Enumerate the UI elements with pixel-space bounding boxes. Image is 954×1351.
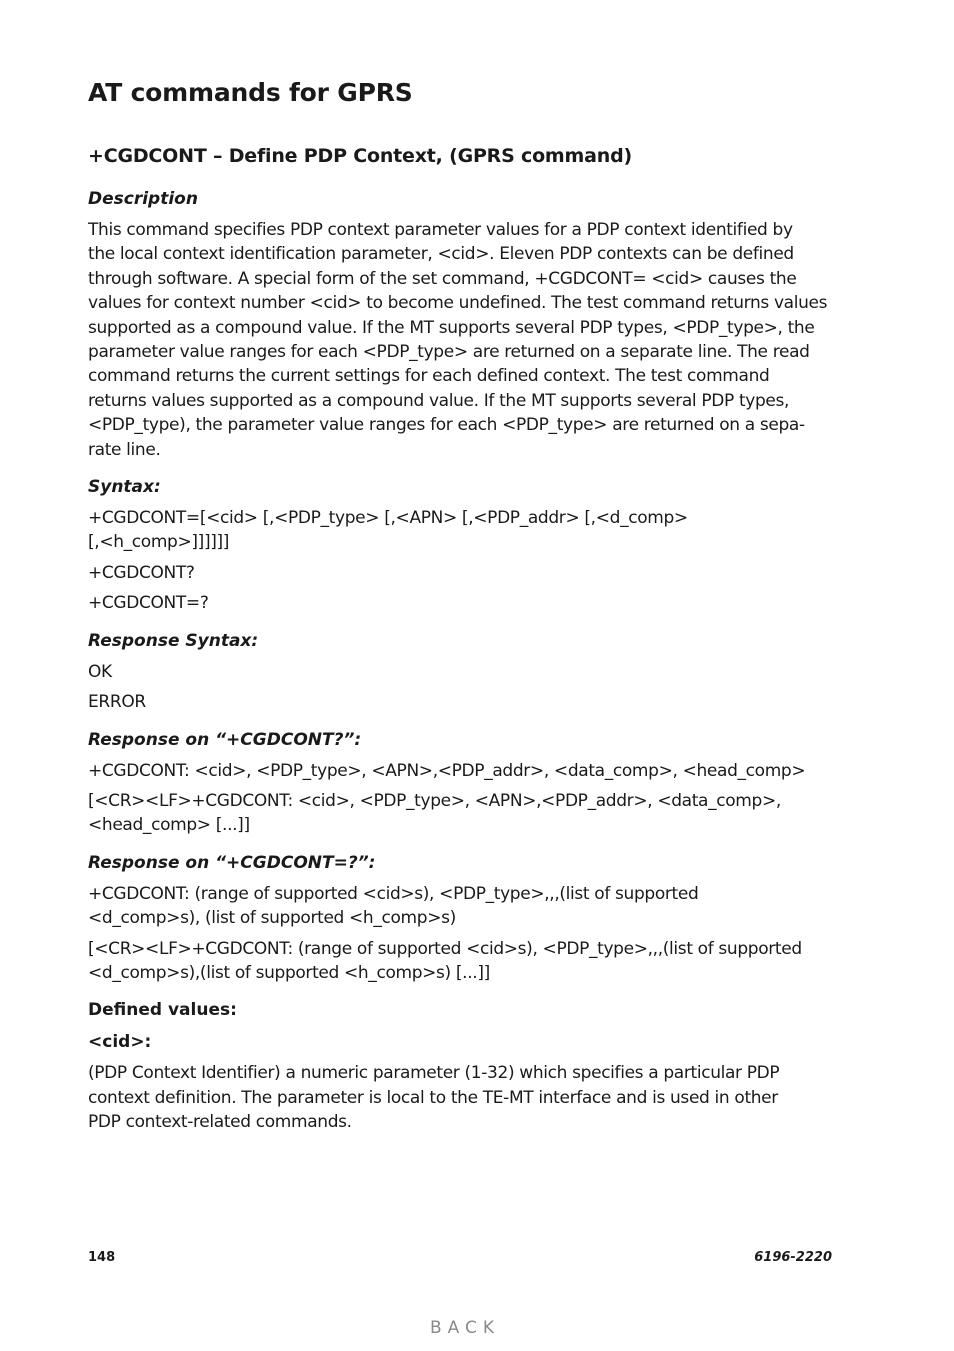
description-line: rate line. — [88, 439, 161, 460]
description-line: This command specifies PDP context parameter values for a PDP context identified by — [88, 220, 793, 240]
syntax-set-line: [,<h_comp>]]]]]] — [88, 532, 230, 553]
response-read-repeat-line: [<CR><LF>+CGDCONT: <cid>, <PDP_type>, <APN>,<PDP_addr>, <data_comp>, — [88, 790, 781, 811]
page-number: 148 — [88, 1250, 116, 1265]
syntax-set-command — [88, 506, 838, 555]
description-line: <PDP_type), the parameter value ranges for each <PDP_type> are returned on a sepa- — [88, 415, 805, 436]
back-link[interactable]: BACK — [429, 1318, 500, 1338]
description-line: returns values supported as a compound value. If the MT supports several PDP types, — [88, 390, 790, 411]
response-test-line — [88, 882, 838, 931]
section-title: +CGDCONT – Define PDP Context, (GPRS command) — [88, 145, 632, 167]
cid-description — [88, 1061, 838, 1134]
response-test-repeat — [88, 937, 838, 986]
response-test-line-part: <d_comp>s), (list of supported <h_comp>s) — [88, 908, 456, 929]
cid-description-line: context definition. The parameter is local to the TE-MT interface and is used in other — [88, 1087, 778, 1108]
response-ok: OK — [88, 661, 112, 682]
syntax-heading: Syntax: — [88, 477, 161, 498]
description-heading: Description — [88, 189, 198, 209]
description-line: the local context identification parameter, <cid>. Eleven PDP contexts can be defined — [88, 244, 794, 265]
defined-values-heading: Defined values: — [88, 1000, 237, 1021]
response-read-line: +CGDCONT: <cid>, <PDP_type>, <APN>,<PDP_addr>, <data_comp>, <head_comp> — [88, 760, 806, 781]
syntax-read-command: +CGDCONT? — [88, 562, 195, 583]
response-test-line-part: +CGDCONT: (range of supported <cid>s), <PDP_type>,,,(list of supported — [88, 883, 699, 904]
response-test-heading: Response on “+CGDCONT=?”: — [88, 852, 376, 873]
syntax-test-command: +CGDCONT=? — [88, 593, 209, 614]
description-line: parameter value ranges for each <PDP_type> are returned on a separate line. The read — [88, 342, 810, 363]
response-read-heading: Response on “+CGDCONT?”: — [88, 729, 362, 750]
cid-heading: <cid>: — [88, 1032, 152, 1053]
description-line: supported as a compound value. If the MT supports several PDP types, <PDP_type>, the — [88, 317, 815, 338]
description-line: command returns the current settings for each defined context. The test command — [88, 366, 770, 387]
response-read-repeat — [88, 789, 838, 838]
description-paragraph — [88, 218, 838, 462]
description-line: values for context number <cid> to become undefined. The test command returns values — [88, 293, 828, 314]
response-error: ERROR — [88, 692, 146, 713]
description-line: through software. A special form of the set command, +CGDCONT= <cid> causes the — [88, 268, 797, 289]
response-test-repeat-line: <d_comp>s),(list of supported <h_comp>s) [...]] — [88, 962, 490, 983]
document-code: 6196-2220 — [754, 1250, 832, 1265]
chapter-title: AT commands for GPRS — [88, 78, 413, 107]
cid-description-line: PDP context-related commands. — [88, 1112, 352, 1133]
section-body — [88, 186, 838, 1135]
response-syntax-heading: Response Syntax: — [88, 630, 259, 651]
response-read-repeat-line: <head_comp> [...]] — [88, 815, 250, 836]
response-test-repeat-line: [<CR><LF>+CGDCONT: (range of supported <cid>s), <PDP_type>,,,(list of supported — [88, 938, 802, 959]
syntax-set-line: +CGDCONT=[<cid> [,<PDP_type> [,<APN> [,<PDP_addr> [,<d_comp> — [88, 508, 688, 529]
cid-description-line: (PDP Context Identifier) a numeric parameter (1-32) which specifies a particular PDP — [88, 1063, 780, 1084]
